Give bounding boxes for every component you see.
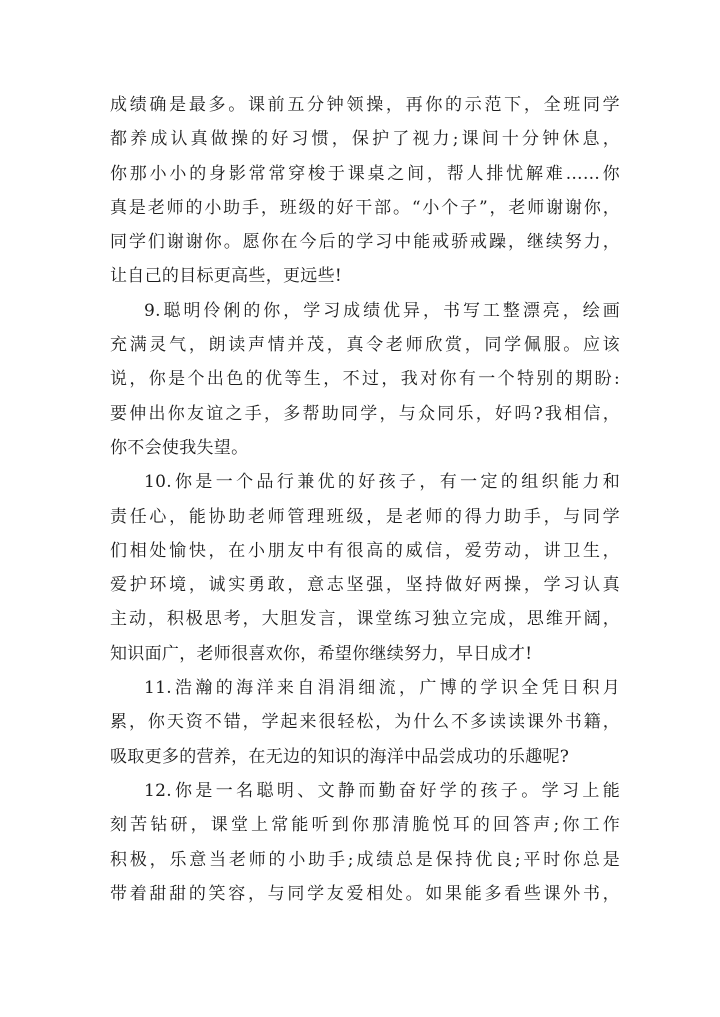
text-line: 责任心，能协助老师管理班级，是老师的得力助手，与同学 xyxy=(110,506,620,527)
text-line: 你不会使我失望。 xyxy=(110,437,249,458)
text-line: 9.聪明伶俐的你，学习成绩优异，书写工整漂亮，绘画 xyxy=(144,300,620,321)
text-line: 累，你天资不错，学起来很轻松，为什么不多读读课外书籍， xyxy=(110,712,620,733)
text-line: 都养成认真做操的好习惯，保护了视力;课间十分钟休息， xyxy=(110,129,620,150)
text-line: 10.你是一个品行兼优的好孩子，有一定的组织能力和 xyxy=(144,472,620,493)
text-line: 要伸出你友谊之手，多帮助同学，与众同乐，好吗?我相信， xyxy=(110,403,620,424)
text-line: 让自己的目标更高些，更远些! xyxy=(110,266,343,287)
text-line: 主动，积极思考，大胆发言，课堂练习独立完成，思维开阔， xyxy=(110,609,620,630)
text-line: 同学们谢谢你。愿你在今后的学习中能戒骄戒躁，继续努力， xyxy=(110,232,620,253)
text-line: 12.你是一名聪明、文静而勤奋好学的孩子。学习上能 xyxy=(144,780,620,801)
text-line: 11.浩瀚的海洋来自涓涓细流，广博的学识全凭日积月 xyxy=(144,678,620,699)
text-line: 说，你是个出色的优等生，不过，我对你有一个特别的期盼: xyxy=(110,369,620,390)
text-line: 真是老师的小助手，班级的好干部。“小个子”，老师谢谢你， xyxy=(110,197,620,218)
text-line: 积极，乐意当老师的小助手;成绩总是保持优良;平时你总是 xyxy=(110,849,620,870)
text-line: 成绩确是最多。课前五分钟领操，再你的示范下，全班同学 xyxy=(110,95,620,115)
text-line: 你那小小的身影常常穿梭于课桌之间，帮人排忧解难……你 xyxy=(110,163,620,184)
text-line: 爱护环境，诚实勇敢，意志坚强，坚持做好两操，学习认真 xyxy=(110,575,620,596)
text-line: 带着甜甜的笑容，与同学友爱相处。如果能多看些课外书， xyxy=(110,883,620,904)
text-line: 们相处愉快，在小朋友中有很高的威信，爱劳动，讲卫生， xyxy=(110,540,620,561)
document-body xyxy=(110,88,620,911)
text-line: 吸取更多的营养，在无边的知识的海洋中品尝成功的乐趣呢? xyxy=(110,746,570,767)
text-line: 刻苦钻研，课堂上常能听到你那清脆悦耳的回答声;你工作 xyxy=(110,815,620,836)
text-line: 充满灵气，朗读声情并茂，真令老师欣赏，同学佩服。应该 xyxy=(110,335,620,356)
text-line: 知识面广，老师很喜欢你，希望你继续努力，早日成才! xyxy=(110,643,533,664)
